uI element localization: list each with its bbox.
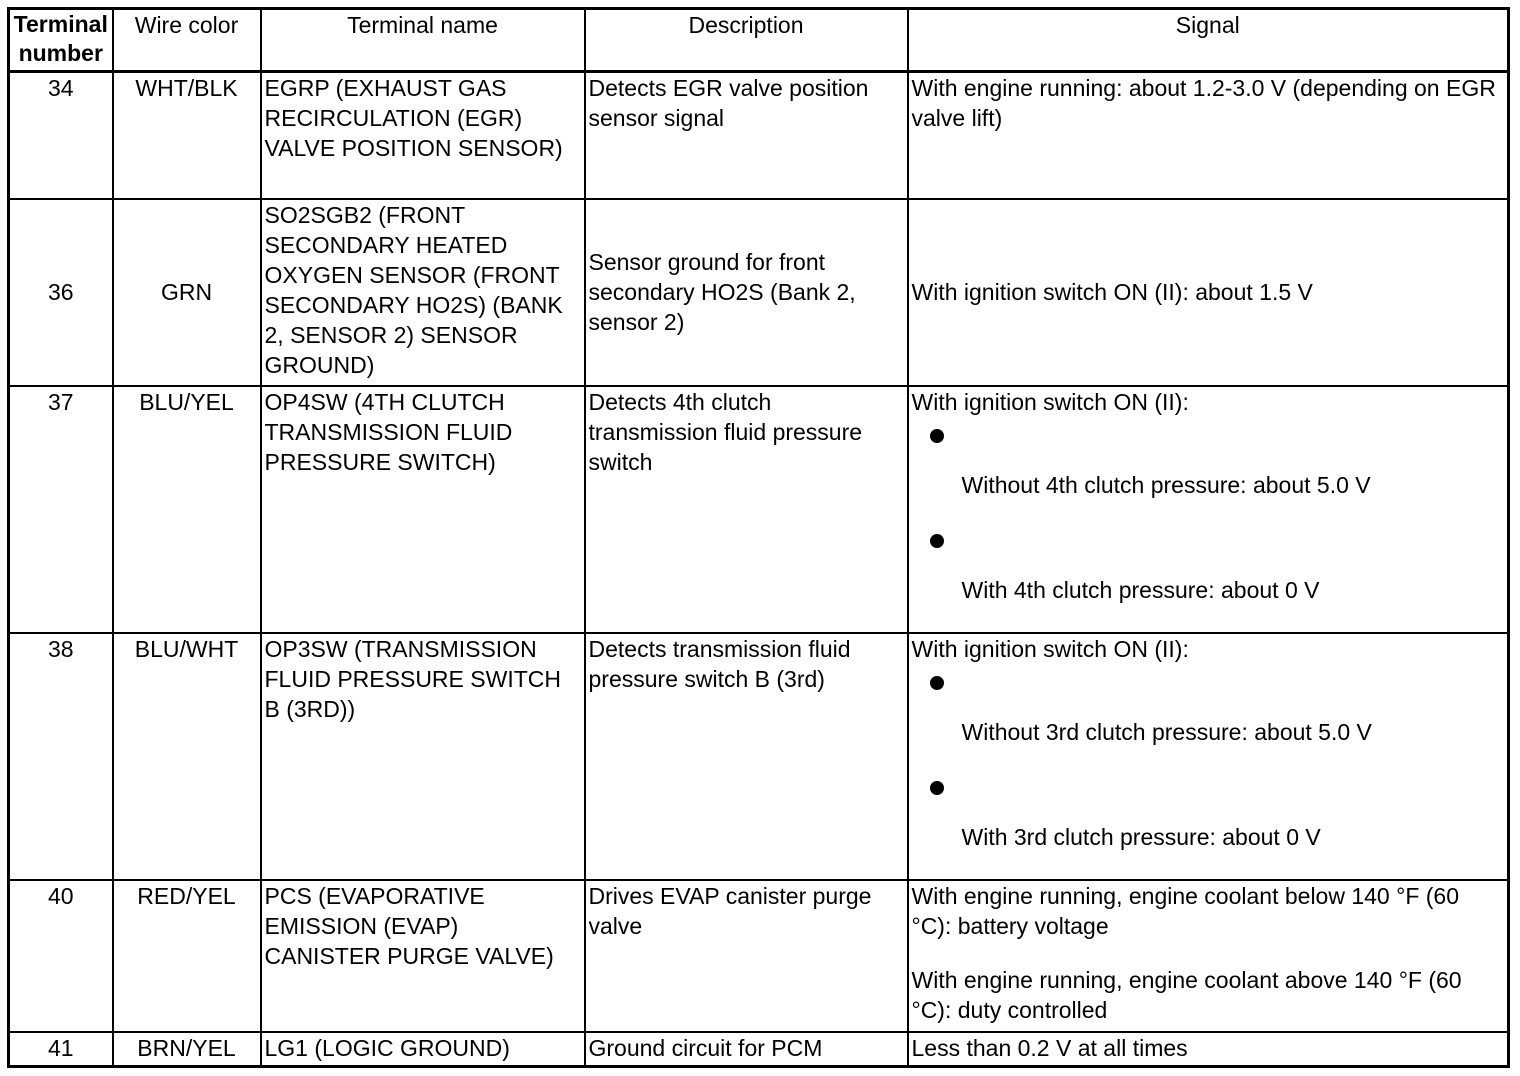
wire-color-cell: BRN/YEL [113, 1032, 261, 1067]
description-cell: Ground circuit for PCM [585, 1032, 908, 1067]
terminal-number-cell: 40 [9, 880, 113, 1032]
bullet-text: Without 3rd clutch pressure: about 5.0 V [961, 718, 1372, 745]
bullet-row [912, 769, 1505, 819]
signal-cell: With ignition switch ON (II): about 1.5 V [908, 199, 1509, 386]
signal-text: With ignition switch ON (II): [911, 635, 1189, 662]
wire-color-cell: BLU/YEL [113, 386, 261, 633]
table-row [9, 386, 1509, 633]
signal-cell [908, 386, 1509, 633]
table-row [9, 633, 1509, 880]
terminal-number-cell: 37 [9, 386, 113, 633]
terminal-name-cell: SO2SGB2 (FRONT SECONDARY HEATED OXYGEN SENSOR (FRONT SECONDARY HO2S) (BANK 2, SENSOR 2) SENSOR GROUND) [261, 199, 585, 386]
terminal-name-cell: LG1 (LOGIC GROUND) [261, 1032, 585, 1067]
terminal-name-cell: OP4SW (4TH CLUTCH TRANSMISSION FLUID PRESSURE SWITCH) [261, 386, 585, 633]
header-terminal-number: Terminal number [9, 9, 113, 72]
header-row [9, 9, 1509, 72]
wire-color-cell: RED/YEL [113, 880, 261, 1032]
header-signal: Signal [908, 9, 1509, 72]
terminal-number-cell: 41 [9, 1032, 113, 1067]
wire-color-cell: GRN [113, 199, 261, 386]
header-wire-color: Wire color [113, 9, 261, 72]
wire-color-cell: BLU/WHT [113, 633, 261, 880]
bullet-text: Without 4th clutch pressure: about 5.0 V [961, 471, 1371, 498]
description-cell: Detects 4th clutch transmission fluid pressure switch [585, 386, 908, 633]
bullet-row [912, 664, 1505, 714]
bullet-icon [930, 676, 944, 690]
terminal-name-cell: EGRP (EXHAUST GAS RECIRCULATION (EGR) VALVE POSITION SENSOR) [261, 72, 585, 199]
description-cell: Sensor ground for front secondary HO2S (Bank 2, sensor 2) [585, 199, 908, 386]
description-cell: Detects transmission fluid pressure switch B (3rd) [585, 633, 908, 880]
terminal-table-wrapper [7, 7, 1510, 1068]
terminal-number-cell: 34 [9, 72, 113, 199]
bullet-row [912, 522, 1505, 572]
bullet-icon [930, 429, 944, 443]
signal-text-2: With engine running, engine coolant above 140 °F (60 °C): duty controlled [911, 966, 1462, 1023]
signal-text: With ignition switch ON (II): [911, 388, 1189, 415]
header-description: Description [585, 9, 908, 72]
terminal-table [7, 7, 1510, 1068]
terminal-name-cell: OP3SW (TRANSMISSION FLUID PRESSURE SWITCH B (3RD)) [261, 633, 585, 880]
terminal-name-cell: PCS (EVAPORATIVE EMISSION (EVAP) CANISTER PURGE VALVE) [261, 880, 585, 1032]
terminal-number-cell: 36 [9, 199, 113, 386]
wire-color-cell: WHT/BLK [113, 72, 261, 199]
header-terminal-name: Terminal name [261, 9, 585, 72]
terminal-number-cell: 38 [9, 633, 113, 880]
signal-cell: Less than 0.2 V at all times [908, 1032, 1509, 1067]
bullet-text: With 4th clutch pressure: about 0 V [961, 576, 1320, 603]
bullet-icon [930, 781, 944, 795]
table-row [9, 72, 1509, 199]
table-row [9, 1032, 1509, 1067]
signal-text: With engine running, engine coolant below 140 °F (60 °C): battery voltage [911, 882, 1459, 939]
description-cell: Detects EGR valve position sensor signal [585, 72, 908, 199]
signal-cell [908, 880, 1509, 1032]
signal-cell: With engine running: about 1.2-3.0 V (depending on EGR valve lift) [908, 72, 1509, 199]
description-cell: Drives EVAP canister purge valve [585, 880, 908, 1032]
signal-cell [908, 633, 1509, 880]
bullet-text: With 3rd clutch pressure: about 0 V [961, 823, 1321, 850]
table-row [9, 199, 1509, 386]
bullet-icon [930, 534, 944, 548]
bullet-row [912, 417, 1505, 467]
table-row [9, 880, 1509, 1032]
